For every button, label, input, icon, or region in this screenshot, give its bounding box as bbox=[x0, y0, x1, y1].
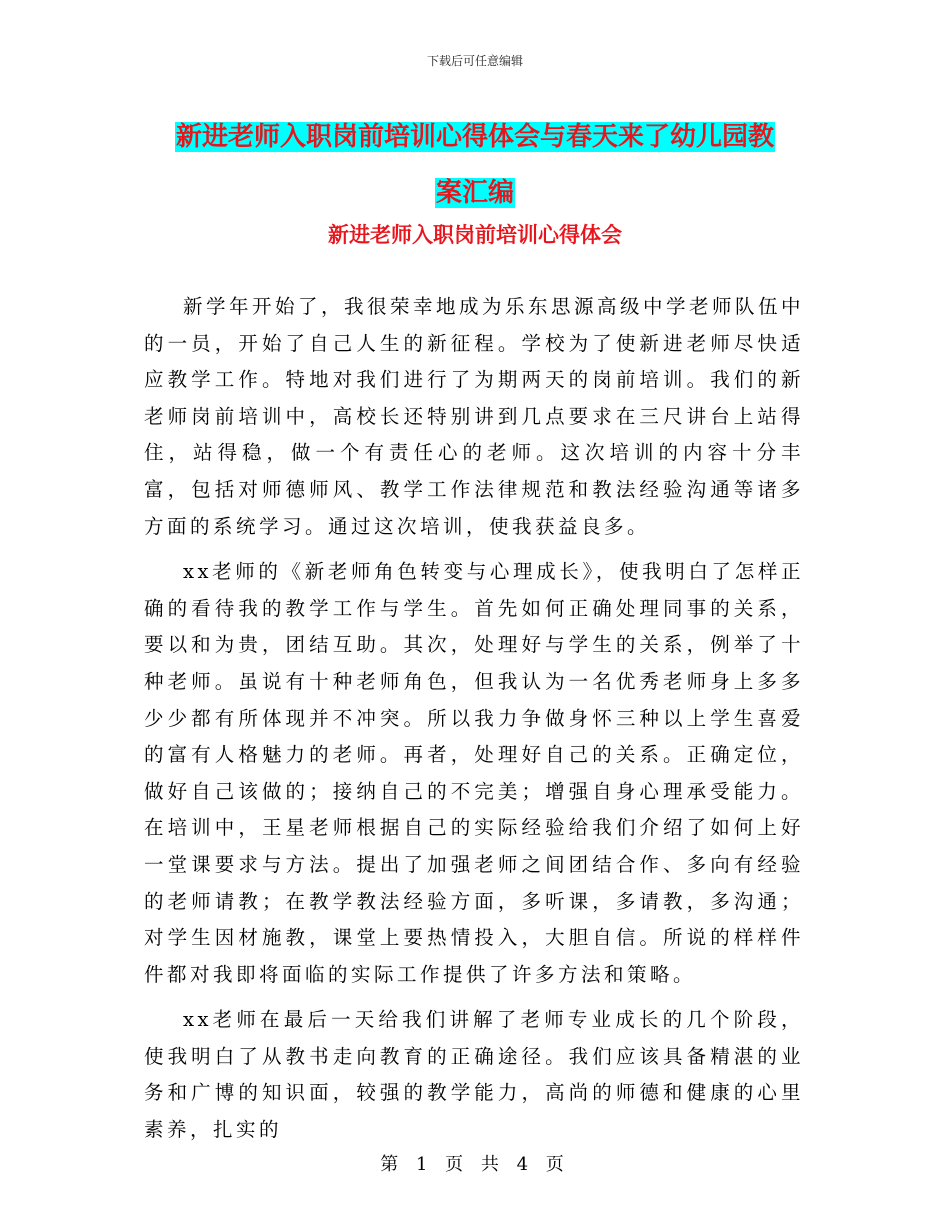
section-heading: 新进老师入职岗前培训心得体会 bbox=[328, 222, 622, 247]
page-footer-pagination: 第 1 页 共 4 页 bbox=[380, 1154, 570, 1175]
paragraph-3: xx老师在最后一天给我们讲解了老师专业成长的几个阶段，使我明白了从教书走向教育的正确途径。我们应该具备精湛的业务和广博的知识面，较强的教学能力，高尚的师德和健康的心里素养，扎实的 bbox=[144, 1008, 804, 1142]
paragraph-2: xx老师的《新老师角色转变与心理成长》，使我明白了怎样正确的看待我的教学工作与学生。首先如何正确处理同事的关系，要以和为贵，团结互助。其次，处理好与学生的关系，例举了十种老师。虽说有十种老师角色，但我认为一名优秀老师身上多多少少都有所体现并不冲突。所以我力争做身怀三种以上学生喜爱的富有人格魅力的老师。再者，处理好自己的关系。正确定位，做好自己该做的；接纳自己的不完美；增强自身心理承受能力。在培训中，王星老师根据自己的实际经验给我们介绍了如何上好一堂课要求与方法。提出了加强老师之间团结合作、多向有经验的老师请教；在教学教法经验方面，多听课，多请教，多沟通；对学生因材施教，课堂上要热情投入，大胆自信。所说的样样件件都对我即将面临的实际工作提供了许多方法和策略。 bbox=[144, 560, 804, 986]
document-title bbox=[140, 109, 810, 221]
document-title-line-1: 新进老师入职岗前培训心得体会与春天来了幼儿园教 bbox=[175, 122, 774, 152]
page-header-note: 下载后可任意编辑 bbox=[426, 54, 523, 68]
paragraph-1: 新学年开始了，我很荣幸地成为乐东思源高级中学老师队伍中的一员，开始了自己人生的新征程。学校为了使新进老师尽快适应教学工作。特地对我们进行了为期两天的岗前培训。我们的新老师岗前培训中，高校长还特别讲到几点要求在三尺讲台上站得住，站得稳，做一个有责任心的老师。这次培训的内容十分丰富，包括对师德师风、教学工作法律规范和教法经验沟通等诸多方面的系统学习。通过这次培训，使我获益良多。 bbox=[144, 295, 805, 538]
document-title-line-2: 案汇编 bbox=[435, 178, 514, 208]
body-text bbox=[144, 289, 804, 1158]
